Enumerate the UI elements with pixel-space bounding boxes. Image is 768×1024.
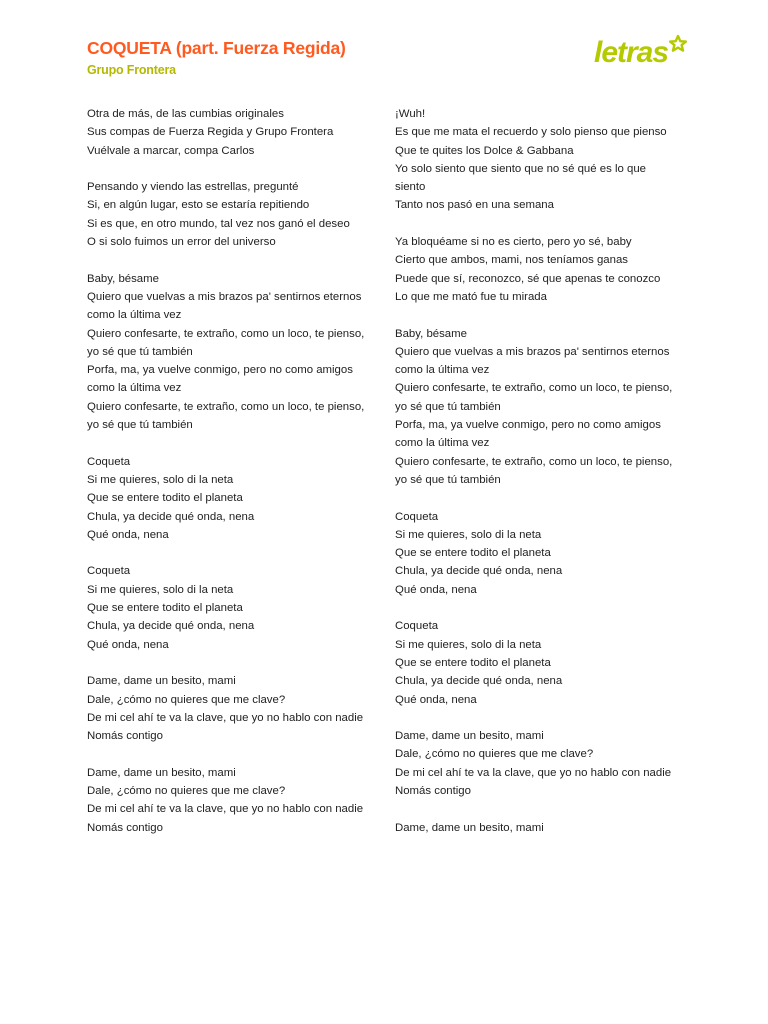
lyric-line: Si es que, en otro mundo, tal vez nos ganó el deseo [87, 217, 350, 230]
lyric-line: yo sé que tú también [395, 473, 501, 486]
song-title: COQUETA (part. Fuerza Regida) [87, 38, 346, 58]
lyric-line: Dame, dame un besito, mami [87, 766, 236, 779]
lyric-line: como la última vez [395, 364, 490, 377]
lyric-line: Coqueta [87, 565, 131, 578]
lyric-line: Ya bloquéame si no es cierto, pero yo sé, baby [395, 236, 632, 249]
lyric-line: Dame, dame un besito, mami [395, 821, 544, 834]
star-icon [670, 36, 686, 51]
lyric-line: Si me quieres, solo di la neta [87, 583, 234, 596]
lyric-line: Dame, dame un besito, mami [395, 730, 544, 743]
lyric-line: Cierto que ambos, mami, nos teníamos ganas [395, 254, 628, 267]
lyrics-column-right [395, 105, 695, 834]
lyric-line: Si me quieres, solo di la neta [395, 638, 542, 651]
lyric-line: Quiero que vuelvas a mis brazos pa' sentirnos eternos [395, 345, 670, 358]
stanza-break [395, 306, 695, 324]
lyric-line: Si me quieres, solo di la neta [87, 473, 234, 486]
lyric-line: Coqueta [395, 620, 439, 633]
lyric-line: Quiero confesarte, te extraño, como un loco, te pienso, [395, 455, 673, 468]
lyric-line: Qué onda, nena [395, 583, 477, 596]
lyric-line: Pensando y viendo las estrellas, pregunté [87, 181, 299, 194]
logo-wordmark: letras [594, 36, 669, 69]
lyric-line: Dale, ¿cómo no quieres que me clave? [87, 693, 286, 706]
stanza-break [395, 489, 695, 507]
stanza-break [395, 709, 695, 727]
stanza-break [87, 434, 387, 452]
lyric-line: Coqueta [87, 455, 131, 468]
lyric-line: Chula, ya decide qué onda, nena [395, 675, 563, 688]
stanza-break [395, 215, 695, 233]
lyric-line: Dale, ¿cómo no quieres que me clave? [87, 784, 286, 797]
lyric-line: Qué onda, nena [395, 693, 477, 706]
lyric-line: Chula, ya decide qué onda, nena [87, 510, 255, 523]
lyric-line: Lo que me mató fue tu mirada [395, 290, 547, 303]
lyric-line: Si, en algún lugar, esto se estaría repitiendo [87, 199, 310, 212]
lyrics-column-left [87, 105, 387, 834]
lyric-line: Vuélvale a marcar, compa Carlos [87, 144, 255, 157]
lyric-line: siento [395, 181, 426, 194]
lyric-line: De mi cel ahí te va la clave, que yo no hablo con nadie [87, 711, 364, 724]
stanza-break [87, 251, 387, 269]
lyric-line: como la última vez [87, 309, 182, 322]
lyric-line: Puede que sí, reconozco, sé que apenas te conozco [395, 272, 661, 285]
lyric-line: Baby, bésame [395, 327, 467, 340]
lyric-line: como la última vez [87, 382, 182, 395]
lyric-line: Qué onda, nena [87, 528, 169, 541]
stanza-break [395, 599, 695, 617]
lyric-line: Chula, ya decide qué onda, nena [395, 565, 563, 578]
lyric-line: Quiero confesarte, te extraño, como un loco, te pienso, [395, 382, 673, 395]
lyric-line: De mi cel ahí te va la clave, que yo no hablo con nadie [395, 766, 672, 779]
lyric-line: Dale, ¿cómo no quieres que me clave? [395, 748, 594, 761]
lyric-line: Que se entere todito el planeta [87, 492, 243, 505]
stanza-break [87, 544, 387, 562]
artist-name: Grupo Frontera [87, 63, 176, 77]
lyric-line: Es que me mata el recuerdo y solo pienso que pienso [395, 126, 667, 139]
lyric-line: Dame, dame un besito, mami [87, 675, 236, 688]
lyric-line: O si solo fuimos un error del universo [87, 236, 276, 249]
lyric-line: Quiero confesarte, te extraño, como un loco, te pienso, [87, 327, 365, 340]
letras-logo [592, 30, 692, 74]
lyric-line: Que te quites los Dolce & Gabbana [395, 144, 574, 157]
lyric-line: Si me quieres, solo di la neta [395, 528, 542, 541]
lyric-line: como la última vez [395, 437, 490, 450]
lyric-line: Nomás contigo [395, 784, 471, 797]
lyric-line: Porfa, ma, ya vuelve conmigo, pero no como amigos [87, 364, 353, 377]
stanza-break [87, 745, 387, 763]
lyric-line: ¡Wuh! [395, 108, 426, 120]
stanza-break [87, 654, 387, 672]
stanza-break [87, 160, 387, 178]
lyric-line: yo sé que tú también [87, 419, 193, 432]
lyric-line: Nomás contigo [87, 730, 163, 743]
lyric-line: Que se entere todito el planeta [87, 602, 243, 615]
lyric-line: Que se entere todito el planeta [395, 547, 551, 560]
lyric-line: Que se entere todito el planeta [395, 656, 551, 669]
lyric-line: Porfa, ma, ya vuelve conmigo, pero no como amigos [395, 419, 661, 432]
lyric-line: Baby, bésame [87, 272, 159, 285]
lyric-line: Qué onda, nena [87, 638, 169, 651]
stanza-break [395, 800, 695, 818]
lyric-line: yo sé que tú también [87, 345, 193, 358]
lyric-line: Tanto nos pasó en una semana [395, 199, 554, 212]
lyric-line: Sus compas de Fuerza Regida y Grupo Frontera [87, 126, 334, 139]
lyric-line: yo sé que tú también [395, 400, 501, 413]
lyric-line: Quiero que vuelvas a mis brazos pa' sentirnos eternos [87, 290, 362, 303]
lyric-line: Coqueta [395, 510, 439, 523]
lyric-line: Otra de más, de las cumbias originales [87, 108, 284, 120]
lyric-line: Chula, ya decide qué onda, nena [87, 620, 255, 633]
lyric-line: De mi cel ahí te va la clave, que yo no hablo con nadie [87, 803, 364, 816]
lyric-line: Yo solo siento que siento que no sé qué es lo que [395, 162, 646, 175]
lyric-line: Nomás contigo [87, 821, 163, 834]
lyric-line: Quiero confesarte, te extraño, como un loco, te pienso, [87, 400, 365, 413]
